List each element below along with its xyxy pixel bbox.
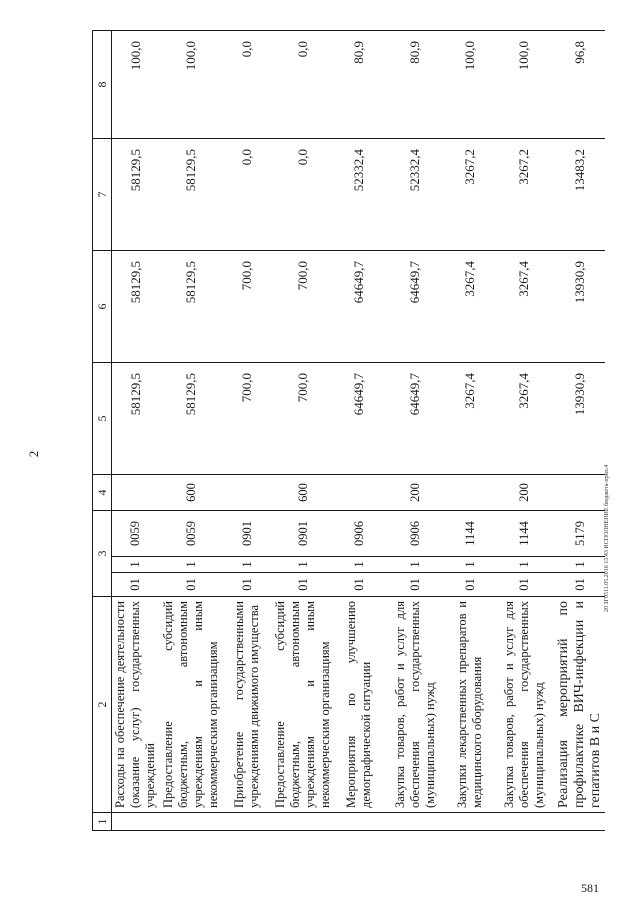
row-plan: 700,0 xyxy=(271,363,335,475)
table-row xyxy=(493,31,555,831)
row-name: Предоставление субсидий бюджетным, автономным учреждениям и иным некоммерческим организациям xyxy=(271,597,335,813)
row-adjusted: 64649,7 xyxy=(335,251,383,363)
row-name: Мероприятия по улучшению демографической ситуации xyxy=(335,597,383,813)
budget-table xyxy=(92,30,605,831)
row-target: 1144 xyxy=(447,511,493,557)
row-executed: 3267,2 xyxy=(493,139,555,251)
row-col1 xyxy=(159,813,223,831)
row-executed: 52332,4 xyxy=(383,139,447,251)
row-type: 600 xyxy=(271,475,335,511)
row-adjusted: 3267,4 xyxy=(493,251,555,363)
row-type xyxy=(223,475,271,511)
row-percent: 96,8 xyxy=(555,31,605,139)
row-adjusted: 64649,7 xyxy=(383,251,447,363)
row-name: Закупки лекарственных препаратов и медицинского оборудования xyxy=(447,597,493,813)
table-row xyxy=(159,31,223,831)
row-type xyxy=(335,475,383,511)
row-section: 01 xyxy=(383,573,447,597)
table-row xyxy=(112,31,160,831)
page-number: 2 xyxy=(26,450,41,458)
row-col1 xyxy=(271,813,335,831)
row-plan: 58129,5 xyxy=(112,363,160,475)
sheet-number: 581 xyxy=(581,881,599,895)
row-type xyxy=(112,475,160,511)
row-section: 01 xyxy=(271,573,335,597)
row-plan: 64649,7 xyxy=(335,363,383,475)
row-percent: 80,9 xyxy=(335,31,383,139)
row-plan: 700,0 xyxy=(223,363,271,475)
table-row xyxy=(335,31,383,831)
row-plan: 64649,7 xyxy=(383,363,447,475)
row-plan: 13930,9 xyxy=(555,363,605,475)
row-adjusted: 58129,5 xyxy=(112,251,160,363)
header-col-8: 8 xyxy=(93,31,112,139)
row-col1 xyxy=(335,813,383,831)
row-adjusted: 700,0 xyxy=(271,251,335,363)
row-target: 1144 xyxy=(493,511,555,557)
row-subsection: 1 xyxy=(223,557,271,573)
header-col-7: 7 xyxy=(93,139,112,251)
row-target: 0901 xyxy=(271,511,335,557)
row-col1 xyxy=(555,813,605,831)
row-name: Расходы на обеспечение деятельности (оказание услуг) государственных учреждений xyxy=(112,597,160,813)
row-percent: 0,0 xyxy=(271,31,335,139)
table-row xyxy=(383,31,447,831)
row-name: Закупка товаров, работ и услуг для обеспечения государственных (муниципальных) нужд xyxy=(493,597,555,813)
row-executed: 58129,5 xyxy=(112,139,160,251)
row-section: 01 xyxy=(555,573,605,597)
row-subsection: 1 xyxy=(335,557,383,573)
row-executed: 58129,5 xyxy=(159,139,223,251)
row-adjusted: 3267,4 xyxy=(447,251,493,363)
header-col-6: 6 xyxy=(93,251,112,363)
row-type: 200 xyxy=(493,475,555,511)
row-section: 01 xyxy=(493,573,555,597)
row-name: Предоставление субсидий бюджетным, автономным учреждениям и иным некоммерческим организациям xyxy=(159,597,223,813)
row-target: 0059 xyxy=(112,511,160,557)
table-row xyxy=(271,31,335,831)
row-col1 xyxy=(493,813,555,831)
row-subsection: 1 xyxy=(271,557,335,573)
row-name: Приобретение государственными учреждениями движимого имущества xyxy=(223,597,271,813)
header-col-3: 3 xyxy=(93,511,112,597)
row-subsection: 1 xyxy=(493,557,555,573)
row-section: 01 xyxy=(447,573,493,597)
row-subsection: 1 xyxy=(112,557,160,573)
row-target: 0901 xyxy=(223,511,271,557)
row-col1 xyxy=(223,813,271,831)
row-type: 200 xyxy=(383,475,447,511)
footer-code-text: 20 ЗГ0511.05.2016 15:43 ИСПОЛНЕНИЕ бюджета-прил.4 xyxy=(604,464,610,612)
row-type: 600 xyxy=(159,475,223,511)
row-adjusted: 13930,9 xyxy=(555,251,605,363)
row-col1 xyxy=(383,813,447,831)
row-target: 0906 xyxy=(335,511,383,557)
header-col-5: 5 xyxy=(93,363,112,475)
row-target: 0906 xyxy=(383,511,447,557)
row-section: 01 xyxy=(335,573,383,597)
row-subsection: 1 xyxy=(383,557,447,573)
row-col1 xyxy=(447,813,493,831)
row-plan: 3267,4 xyxy=(447,363,493,475)
row-percent: 100,0 xyxy=(493,31,555,139)
row-target: 5179 xyxy=(555,511,605,557)
row-section: 01 xyxy=(223,573,271,597)
row-name: Реализация мероприятий по профилактике ВИЧ-инфекции и гепатитов В и С xyxy=(555,597,605,813)
row-plan: 3267,4 xyxy=(493,363,555,475)
header-row xyxy=(93,31,112,831)
footer-code xyxy=(604,464,618,626)
budget-table-rotated xyxy=(92,31,602,831)
row-col1 xyxy=(112,813,160,831)
header-col-1: 1 xyxy=(93,813,112,831)
row-executed: 13483,2 xyxy=(555,139,605,251)
table-row xyxy=(555,31,605,831)
row-section: 01 xyxy=(112,573,160,597)
row-executed: 52332,4 xyxy=(335,139,383,251)
header-col-2: 2 xyxy=(93,597,112,813)
row-percent: 100,0 xyxy=(447,31,493,139)
header-col-4: 4 xyxy=(93,475,112,511)
row-adjusted: 58129,5 xyxy=(159,251,223,363)
row-adjusted: 700,0 xyxy=(223,251,271,363)
row-percent: 100,0 xyxy=(112,31,160,139)
row-percent: 100,0 xyxy=(159,31,223,139)
row-subsection: 1 xyxy=(159,557,223,573)
row-executed: 3267,2 xyxy=(447,139,493,251)
row-percent: 80,9 xyxy=(383,31,447,139)
row-name: Закупка товаров, работ и услуг для обеспечения государственных (муниципальных) нужд xyxy=(383,597,447,813)
table-row xyxy=(447,31,493,831)
row-subsection: 1 xyxy=(447,557,493,573)
row-subsection: 1 xyxy=(555,557,605,573)
row-percent: 0,0 xyxy=(223,31,271,139)
row-plan: 58129,5 xyxy=(159,363,223,475)
row-type xyxy=(447,475,493,511)
row-section: 01 xyxy=(159,573,223,597)
row-type xyxy=(555,475,605,511)
row-executed: 0,0 xyxy=(223,139,271,251)
row-executed: 0,0 xyxy=(271,139,335,251)
row-target: 0059 xyxy=(159,511,223,557)
table-row xyxy=(223,31,271,831)
